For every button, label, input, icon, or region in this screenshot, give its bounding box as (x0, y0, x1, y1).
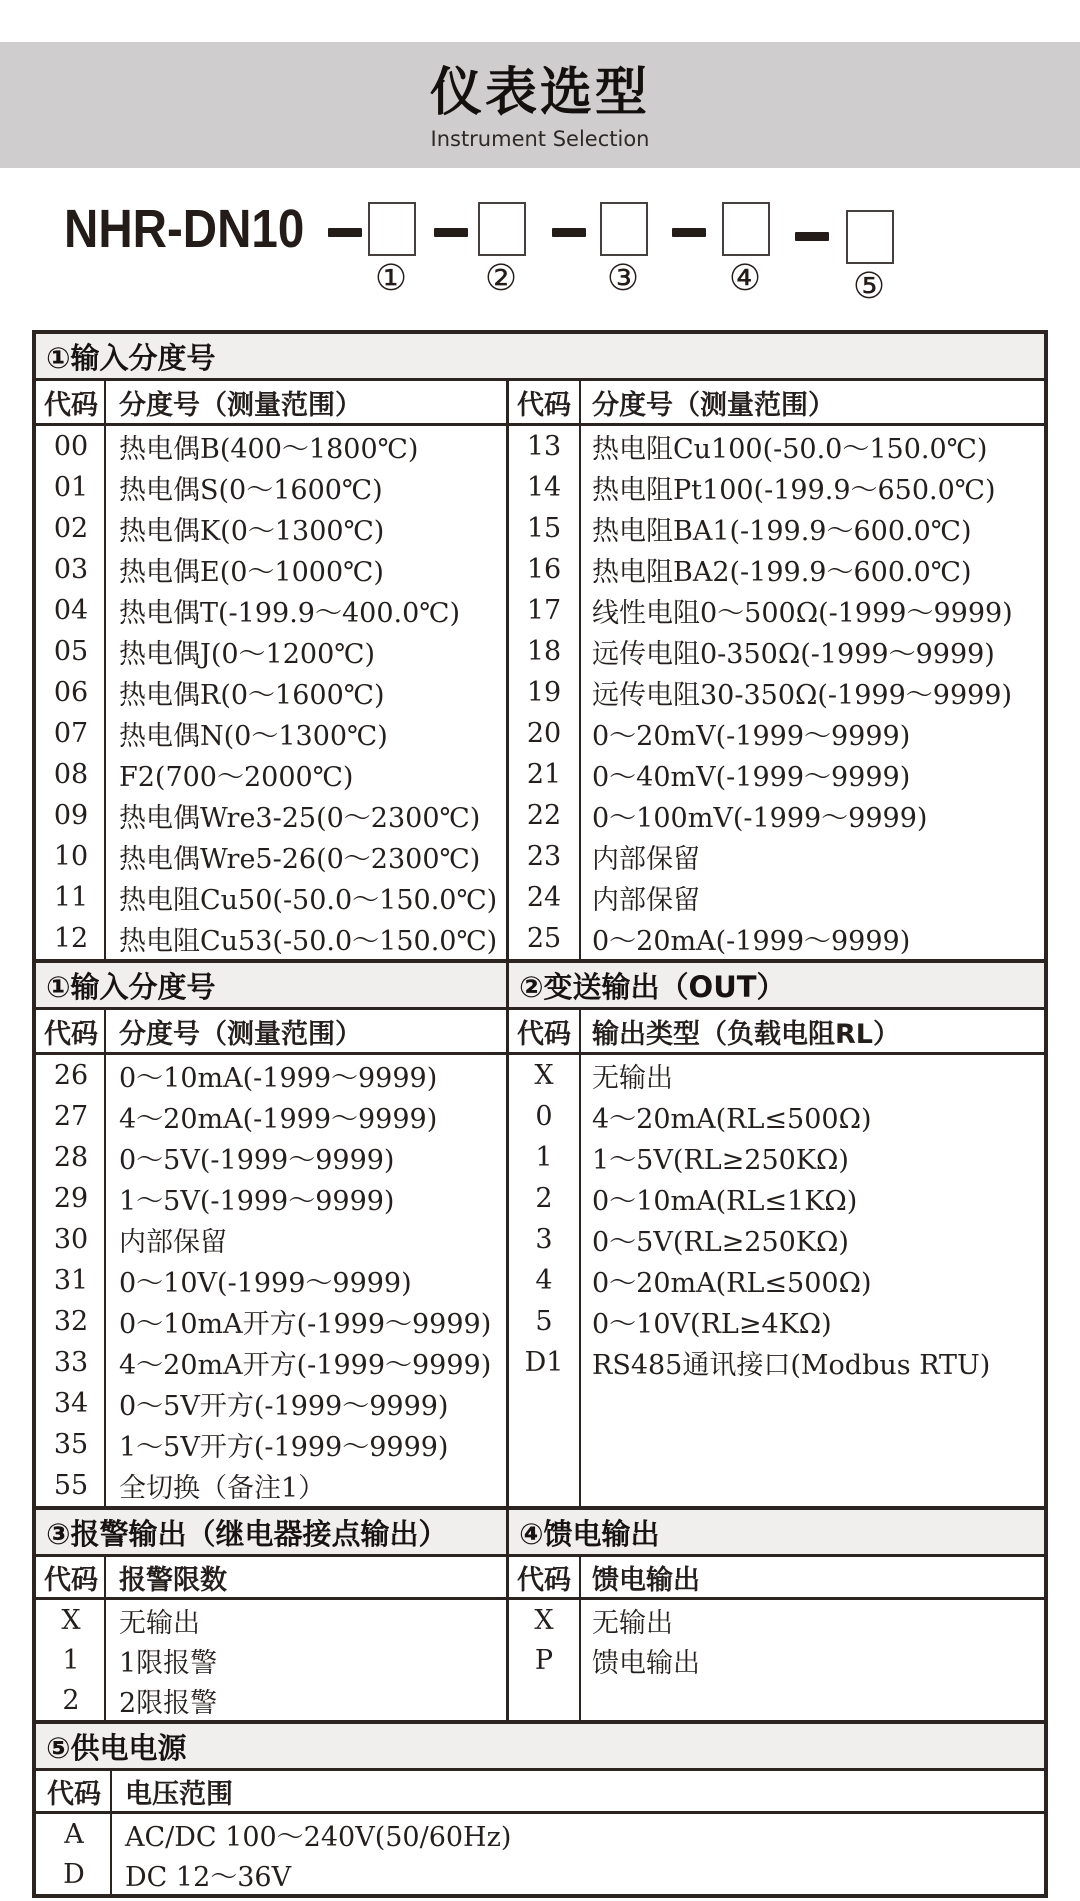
table-row (36, 754, 506, 795)
section5-column-header (36, 1771, 1044, 1814)
table-row (509, 1600, 1044, 1640)
row-code: 03 (53, 554, 89, 585)
row-label: 1～5V(RL≥250KΩ) (592, 1145, 849, 1176)
position-4-marker: ④ (728, 258, 762, 299)
row-label: 热电偶E(0～1000℃) (119, 557, 384, 588)
selection-table (32, 330, 1048, 1898)
col-header-label: 分度号（测量范围） (119, 1018, 362, 1050)
section1-title: ①输入分度号 (46, 340, 216, 375)
row-code: 17 (526, 595, 562, 626)
row-label: 1～5V(-1999～9999) (119, 1186, 395, 1217)
row-code: 0 (535, 1101, 553, 1132)
row-label: 远传电阻30-350Ω(-1999～9999) (592, 680, 1013, 711)
table-row (509, 1301, 1044, 1342)
section2-column-header (36, 1010, 1044, 1055)
row-label: 0～20mA(RL≤500Ω) (592, 1268, 872, 1299)
row-label: 热电阻Cu100(-50.0～150.0℃) (592, 434, 988, 465)
table-row (36, 1680, 506, 1720)
row-code: 55 (53, 1470, 89, 1501)
row-code: 23 (526, 841, 562, 872)
row-code: 2 (535, 1183, 553, 1214)
section2-left-rows (36, 1055, 509, 1506)
row-label: 无输出 (592, 1607, 673, 1639)
table-row (509, 508, 1044, 549)
section3-header (36, 1510, 1044, 1557)
row-label: 4～20mA(-1999～9999) (119, 1104, 438, 1135)
table-row (36, 1640, 506, 1680)
row-code: 20 (526, 718, 562, 749)
row-label: 0～10mA开方(-1999～9999) (119, 1309, 492, 1340)
position-2-marker: ② (484, 258, 518, 299)
row-label: AC/DC 100～240V(50/60Hz) (125, 1821, 512, 1853)
row-label: 线性电阻0～500Ω(-1999～9999) (592, 598, 1013, 629)
table-row (509, 1178, 1044, 1219)
row-code: 18 (526, 636, 562, 667)
row-code: 27 (53, 1101, 89, 1132)
row-label: DC 12～36V (125, 1861, 292, 1893)
row-label: 热电偶N(0～1300℃) (119, 721, 388, 752)
section4-rows (509, 1600, 1044, 1720)
row-code: 11 (53, 882, 89, 913)
page-subtitle: Instrument Selection (430, 127, 650, 151)
col-header-code: 代码 (44, 389, 98, 421)
row-label: 热电偶R(0～1600℃) (119, 680, 385, 711)
row-label: 内部保留 (119, 1227, 227, 1258)
table-row (36, 1600, 506, 1640)
position-3-marker: ③ (606, 258, 640, 299)
row-code: 1 (535, 1142, 553, 1173)
col-header-label: 分度号（测量范围） (119, 389, 362, 421)
model-box-5 (846, 210, 894, 264)
table-row (36, 467, 506, 508)
col-header-label: 输出类型（负载电阻RL） (592, 1018, 900, 1050)
section2-right-rows (509, 1055, 1044, 1506)
row-label: 0～10V(-1999～9999) (119, 1268, 412, 1299)
row-code: 08 (53, 759, 89, 790)
table-row (36, 1055, 506, 1096)
col-header-code: 代码 (517, 1564, 571, 1596)
row-code: 02 (53, 513, 89, 544)
model-box-1 (368, 202, 416, 256)
section3-title: ③报警输出（继电器接点输出） (36, 1510, 509, 1554)
table-row (509, 1342, 1044, 1383)
table-row (36, 508, 506, 549)
row-code: X (61, 1604, 81, 1636)
table-row (509, 1260, 1044, 1301)
row-label: 0～20mA(-1999～9999) (592, 926, 911, 957)
table-row (509, 672, 1044, 713)
section-power-supply (36, 1720, 1044, 1894)
page-title: 仪表选型 (429, 63, 650, 123)
row-label: 热电阻BA1(-199.9～600.0℃) (592, 516, 972, 547)
dash (672, 228, 706, 237)
col-header-code: 代码 (517, 389, 571, 421)
table-row (36, 672, 506, 713)
table-row (36, 877, 506, 918)
table-row (509, 426, 1044, 467)
table-row (36, 590, 506, 631)
section5-title: ⑤供电电源 (46, 1730, 187, 1765)
row-code: 04 (53, 595, 89, 626)
dash (795, 232, 829, 241)
row-code: 29 (53, 1183, 89, 1214)
col-header-label: 报警限数 (119, 1564, 227, 1596)
model-prefix: NHR-DN10 (64, 199, 305, 259)
table-row (509, 549, 1044, 590)
row-label: 热电偶Wre5-26(0～2300℃) (119, 844, 481, 875)
table-row (36, 1178, 506, 1219)
row-code: 24 (526, 882, 562, 913)
dash (434, 228, 468, 237)
row-code: 26 (53, 1060, 89, 1091)
section2-header (36, 963, 1044, 1010)
table-row (36, 713, 506, 754)
table-row (509, 467, 1044, 508)
col-header-code: 代码 (517, 1018, 571, 1050)
row-label: 无输出 (119, 1607, 200, 1639)
table-row (509, 836, 1044, 877)
table-row (36, 1301, 506, 1342)
row-label: 内部保留 (592, 885, 700, 916)
row-code: 22 (526, 800, 562, 831)
row-label: 热电偶S(0～1600℃) (119, 475, 383, 506)
row-code: 1 (62, 1644, 80, 1676)
row-code: 2 (62, 1684, 80, 1716)
row-label: 热电偶Wre3-25(0～2300℃) (119, 803, 481, 834)
row-code: D (63, 1858, 85, 1890)
row-code: 3 (535, 1224, 553, 1255)
section3-column-header (36, 1557, 1044, 1600)
row-label: 热电偶T(-199.9～400.0℃) (119, 598, 460, 629)
table-row (36, 631, 506, 672)
table-row (509, 1219, 1044, 1260)
row-label: 热电偶J(0～1200℃) (119, 639, 375, 670)
row-code: 28 (53, 1142, 89, 1173)
row-label: 热电偶K(0～1300℃) (119, 516, 385, 547)
table-row (509, 877, 1044, 918)
row-label: 0～100mV(-1999～9999) (592, 803, 928, 834)
row-label: 0～10mA(RL≤1KΩ) (592, 1186, 858, 1217)
table-row (509, 754, 1044, 795)
row-code: 30 (53, 1224, 89, 1255)
section-input-graduation (36, 334, 1044, 959)
row-code: 13 (526, 431, 562, 462)
table-row (36, 836, 506, 877)
row-label: 1限报警 (119, 1647, 218, 1679)
section-input-and-transmit-output (36, 959, 1044, 1506)
row-code: 00 (53, 431, 89, 462)
row-code: P (534, 1644, 554, 1676)
row-code: 25 (526, 923, 562, 954)
row-label: 无输出 (592, 1063, 673, 1094)
row-code: 06 (53, 677, 89, 708)
row-label: 0～5V(RL≥250KΩ) (592, 1227, 849, 1258)
table-row (36, 1465, 506, 1506)
row-label: 热电阻Pt100(-199.9～650.0℃) (592, 475, 996, 506)
section5-rows (36, 1814, 1044, 1894)
row-label: 馈电输出 (592, 1647, 700, 1679)
row-label: 0～40mV(-1999～9999) (592, 762, 911, 793)
row-label: 0～20mV(-1999～9999) (592, 721, 911, 752)
title-band (0, 42, 1080, 168)
table-row (509, 713, 1044, 754)
table-row (509, 918, 1044, 959)
table-row (509, 1640, 1044, 1680)
row-code: 19 (526, 677, 562, 708)
section2-right-title: ②变送输出（OUT） (519, 969, 786, 1004)
table-row (509, 590, 1044, 631)
col-header-code: 代码 (47, 1778, 101, 1810)
row-label: 内部保留 (592, 844, 700, 875)
row-label: 热电阻Cu53(-50.0～150.0℃) (119, 926, 498, 957)
row-label: 0～5V开方(-1999～9999) (119, 1391, 449, 1422)
position-5-marker: ⑤ (852, 266, 886, 307)
row-code: 09 (53, 800, 89, 831)
table-row (509, 795, 1044, 836)
col-header-code: 代码 (44, 1564, 98, 1596)
row-label: 远传电阻0-350Ω(-1999～9999) (592, 639, 995, 670)
row-label: 0～10V(RL≥4KΩ) (592, 1309, 832, 1340)
row-code: 01 (53, 472, 89, 503)
row-code: X (534, 1060, 554, 1091)
row-code: 15 (526, 513, 562, 544)
row-code: 21 (526, 759, 562, 790)
row-code: 34 (53, 1388, 89, 1419)
row-code: 35 (53, 1429, 89, 1460)
section1-header (36, 334, 1044, 381)
row-code: X (534, 1604, 554, 1636)
table-row (509, 1096, 1044, 1137)
row-code: 05 (53, 636, 89, 667)
row-code: 16 (526, 554, 562, 585)
row-code: A (64, 1818, 84, 1850)
row-label: 1～5V开方(-1999～9999) (119, 1432, 449, 1463)
table-row (509, 1055, 1044, 1096)
row-label: 热电偶B(400～1800℃) (119, 434, 419, 465)
table-row (36, 1342, 506, 1383)
table-row (36, 426, 506, 467)
table-row (36, 795, 506, 836)
row-code: 31 (53, 1265, 89, 1296)
row-label: 全切换（备注1） (119, 1473, 326, 1504)
col-header-code: 代码 (44, 1018, 98, 1050)
row-label: 4～20mA(RL≤500Ω) (592, 1104, 872, 1135)
table-row (36, 1096, 506, 1137)
model-box-4 (722, 202, 770, 256)
section2-left-title: ①输入分度号 (36, 963, 509, 1007)
table-row (36, 1219, 506, 1260)
table-row (36, 1814, 1044, 1854)
row-label: F2(700～2000℃) (119, 762, 354, 793)
row-label: 热电阻Cu50(-50.0～150.0℃) (119, 885, 498, 916)
row-label: 2限报警 (119, 1687, 218, 1719)
table-row (36, 1137, 506, 1178)
section1-right-rows (509, 426, 1044, 959)
section5-header (36, 1724, 1044, 1771)
table-row (509, 1137, 1044, 1178)
col-header-label: 电压范围 (125, 1778, 233, 1810)
table-row (36, 549, 506, 590)
section1-column-header (36, 381, 1044, 426)
section1-left-rows (36, 426, 509, 959)
row-label: 0～5V(-1999～9999) (119, 1145, 395, 1176)
table-row (36, 1854, 1044, 1894)
model-box-3 (600, 202, 648, 256)
dash (552, 228, 586, 237)
row-code: 5 (535, 1306, 553, 1337)
table-row (36, 1260, 506, 1301)
table-row (36, 918, 506, 959)
row-code: 32 (53, 1306, 89, 1337)
section4-title: ④馈电输出 (519, 1516, 660, 1551)
row-code: 10 (53, 841, 89, 872)
model-box-2 (478, 202, 526, 256)
table-row (509, 631, 1044, 672)
row-label: RS485通讯接口(Modbus RTU) (592, 1350, 991, 1381)
dash (328, 228, 362, 237)
row-code: D1 (524, 1347, 564, 1378)
section-alarm-and-feed-output (36, 1506, 1044, 1720)
row-code: 12 (53, 923, 89, 954)
position-1-marker: ① (374, 258, 408, 299)
row-code: 14 (526, 472, 562, 503)
row-label: 4～20mA开方(-1999～9999) (119, 1350, 492, 1381)
section3-rows (36, 1600, 509, 1720)
col-header-label: 馈电输出 (592, 1564, 700, 1596)
row-label: 热电阻BA2(-199.9～600.0℃) (592, 557, 972, 588)
row-label: 0～10mA(-1999～9999) (119, 1063, 438, 1094)
col-header-label: 分度号（测量范围） (592, 389, 835, 421)
row-code: 33 (53, 1347, 89, 1378)
row-code: 4 (535, 1265, 553, 1296)
table-row (36, 1383, 506, 1424)
table-row (36, 1424, 506, 1465)
row-code: 07 (53, 718, 89, 749)
